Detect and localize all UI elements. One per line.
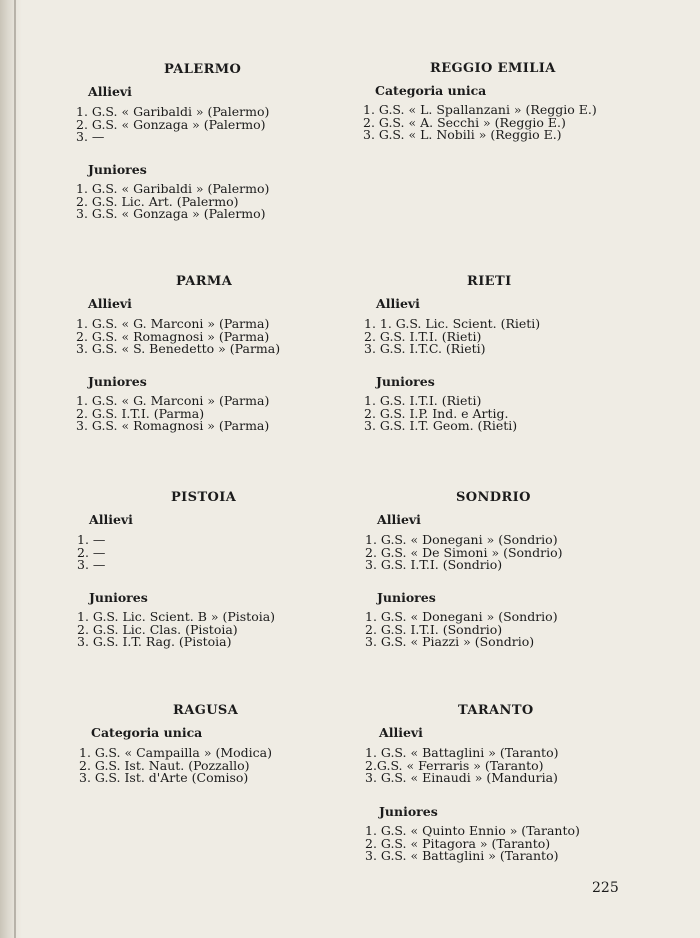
ranking-list [365,534,562,572]
list-item: 1. G.S. Lic. Scient. B » (Pistoia) [77,609,276,624]
list-item: 2. — [77,544,106,560]
list-item: 3. G.S. I.T. Geom. (Rieti) [364,418,518,434]
category-heading: Allievi [88,296,132,311]
city-heading: RIETI [467,274,512,289]
list-item: 2. G.S. I.P. Ind. e Artig. [364,405,509,421]
list-item: 1. G.S. « Garibaldi » (Palermo) [76,104,270,119]
category-heading: Allievi [377,512,421,527]
list-item: 1. G.S. I.T.I. (Rieti) [364,393,482,408]
list-item: 1. G.S. « G. Marconi » (Parma) [76,393,270,408]
category-heading: Juniores [377,590,436,605]
category-heading: Juniores [379,804,438,819]
list-item: 3. G.S. « Einaudi » (Manduria) [365,770,558,786]
list-item: 3. G.S. « Piazzi » (Sondrio) [365,634,535,650]
list-item: 1. G.S. « Quinto Ennio » (Taranto) [365,823,580,838]
list-item: 2. G.S. I.T.I. (Rieti) [364,328,482,344]
category-heading: Juniores [376,374,435,389]
category-heading: Allievi [376,296,420,311]
list-item: 2. G.S. « Romagnosi » (Parma) [76,328,270,344]
list-item: 2. G.S. I.T.I. (Sondrio) [365,621,503,637]
ranking-list [76,183,269,221]
city-heading: PARMA [176,274,233,289]
city-heading: TARANTO [458,703,534,718]
list-item: 1. G.S. « Garibaldi » (Palermo) [76,181,270,196]
city-heading: SONDRIO [456,490,531,505]
list-item: 3. G.S. I.T. Rag. (Pistoia) [77,634,232,650]
category-heading: Juniores [89,590,148,605]
list-item: 2. G.S. « Gonzaga » (Palermo) [76,116,266,132]
list-item: 3. G.S. « L. Nobili » (Reggio E.) [363,127,562,143]
list-item: 3. — [77,557,106,573]
list-item: 1. G.S. « Campailla » (Modica) [79,745,272,760]
list-item: 3. — [76,129,105,145]
list-item: 1. G.S. « Donegani » (Sondrio) [365,532,558,547]
list-item: 2. G.S. Lic. Clas. (Pistoia) [77,621,238,637]
list-item: 3. G.S. I.T.I. (Sondrio) [365,557,503,573]
category-heading: Allievi [379,725,423,740]
list-item: 3. G.S. « Gonzaga » (Palermo) [76,206,266,222]
list-item: 1. G.S. « L. Spallanzani » (Reggio E.) [363,102,597,117]
ranking-list [76,395,269,433]
city-heading: PALERMO [164,62,242,77]
ranking-list [77,611,275,649]
ranking-list [363,104,597,142]
list-item: 1. G.S. « Donegani » (Sondrio) [365,609,558,624]
ranking-list [365,747,558,785]
ranking-list [365,611,558,649]
ranking-list [364,318,540,356]
list-item: 3. G.S. I.T.C. (Rieti) [364,341,486,357]
list-item: 1. 1. G.S. Lic. Scient. (Rieti) [364,316,541,331]
page-binding-edge [0,0,22,938]
list-item: 2. G.S. « Pitagora » (Taranto) [365,835,551,851]
category-heading: Allievi [89,512,133,527]
page-number: 225 [592,880,619,896]
ranking-list [364,395,517,433]
list-item: 3. G.S. « Romagnosi » (Parma) [76,418,270,434]
list-item: 2. G.S. Lic. Art. (Palermo) [76,193,239,209]
list-item: 2. G.S. Ist. Naut. (Pozzallo) [79,757,250,773]
list-item: 1. G.S. « G. Marconi » (Parma) [76,316,270,331]
city-heading: PISTOIA [171,490,237,505]
ranking-list [76,318,280,356]
ranking-list [77,534,105,572]
ranking-list [79,747,272,785]
list-item: 3. G.S. « S. Benedetto » (Parma) [76,341,281,357]
list-item: 2. G.S. « De Simoni » (Sondrio) [365,544,563,560]
city-heading: REGGIO EMILIA [430,61,556,76]
category-heading: Categoria unica [375,83,487,98]
list-item: 2. G.S. « A. Secchi » (Reggio E.) [363,114,566,130]
category-heading: Categoria unica [91,725,203,740]
list-item: 2.G.S. « Ferraris » (Taranto) [365,757,544,773]
category-heading: Allievi [88,84,132,99]
list-item: 3. G.S. « Battaglini » (Taranto) [365,848,559,864]
list-item: 2. G.S. I.T.I. (Parma) [76,405,205,421]
ranking-list [76,106,269,144]
category-heading: Juniores [88,162,147,177]
list-item: 1. G.S. « Battaglini » (Taranto) [365,745,559,760]
list-item: 1. — [77,532,106,547]
city-heading: RAGUSA [173,703,239,718]
list-item: 3. G.S. Ist. d'Arte (Comiso) [79,770,249,786]
ranking-list [365,825,580,863]
category-heading: Juniores [88,374,147,389]
